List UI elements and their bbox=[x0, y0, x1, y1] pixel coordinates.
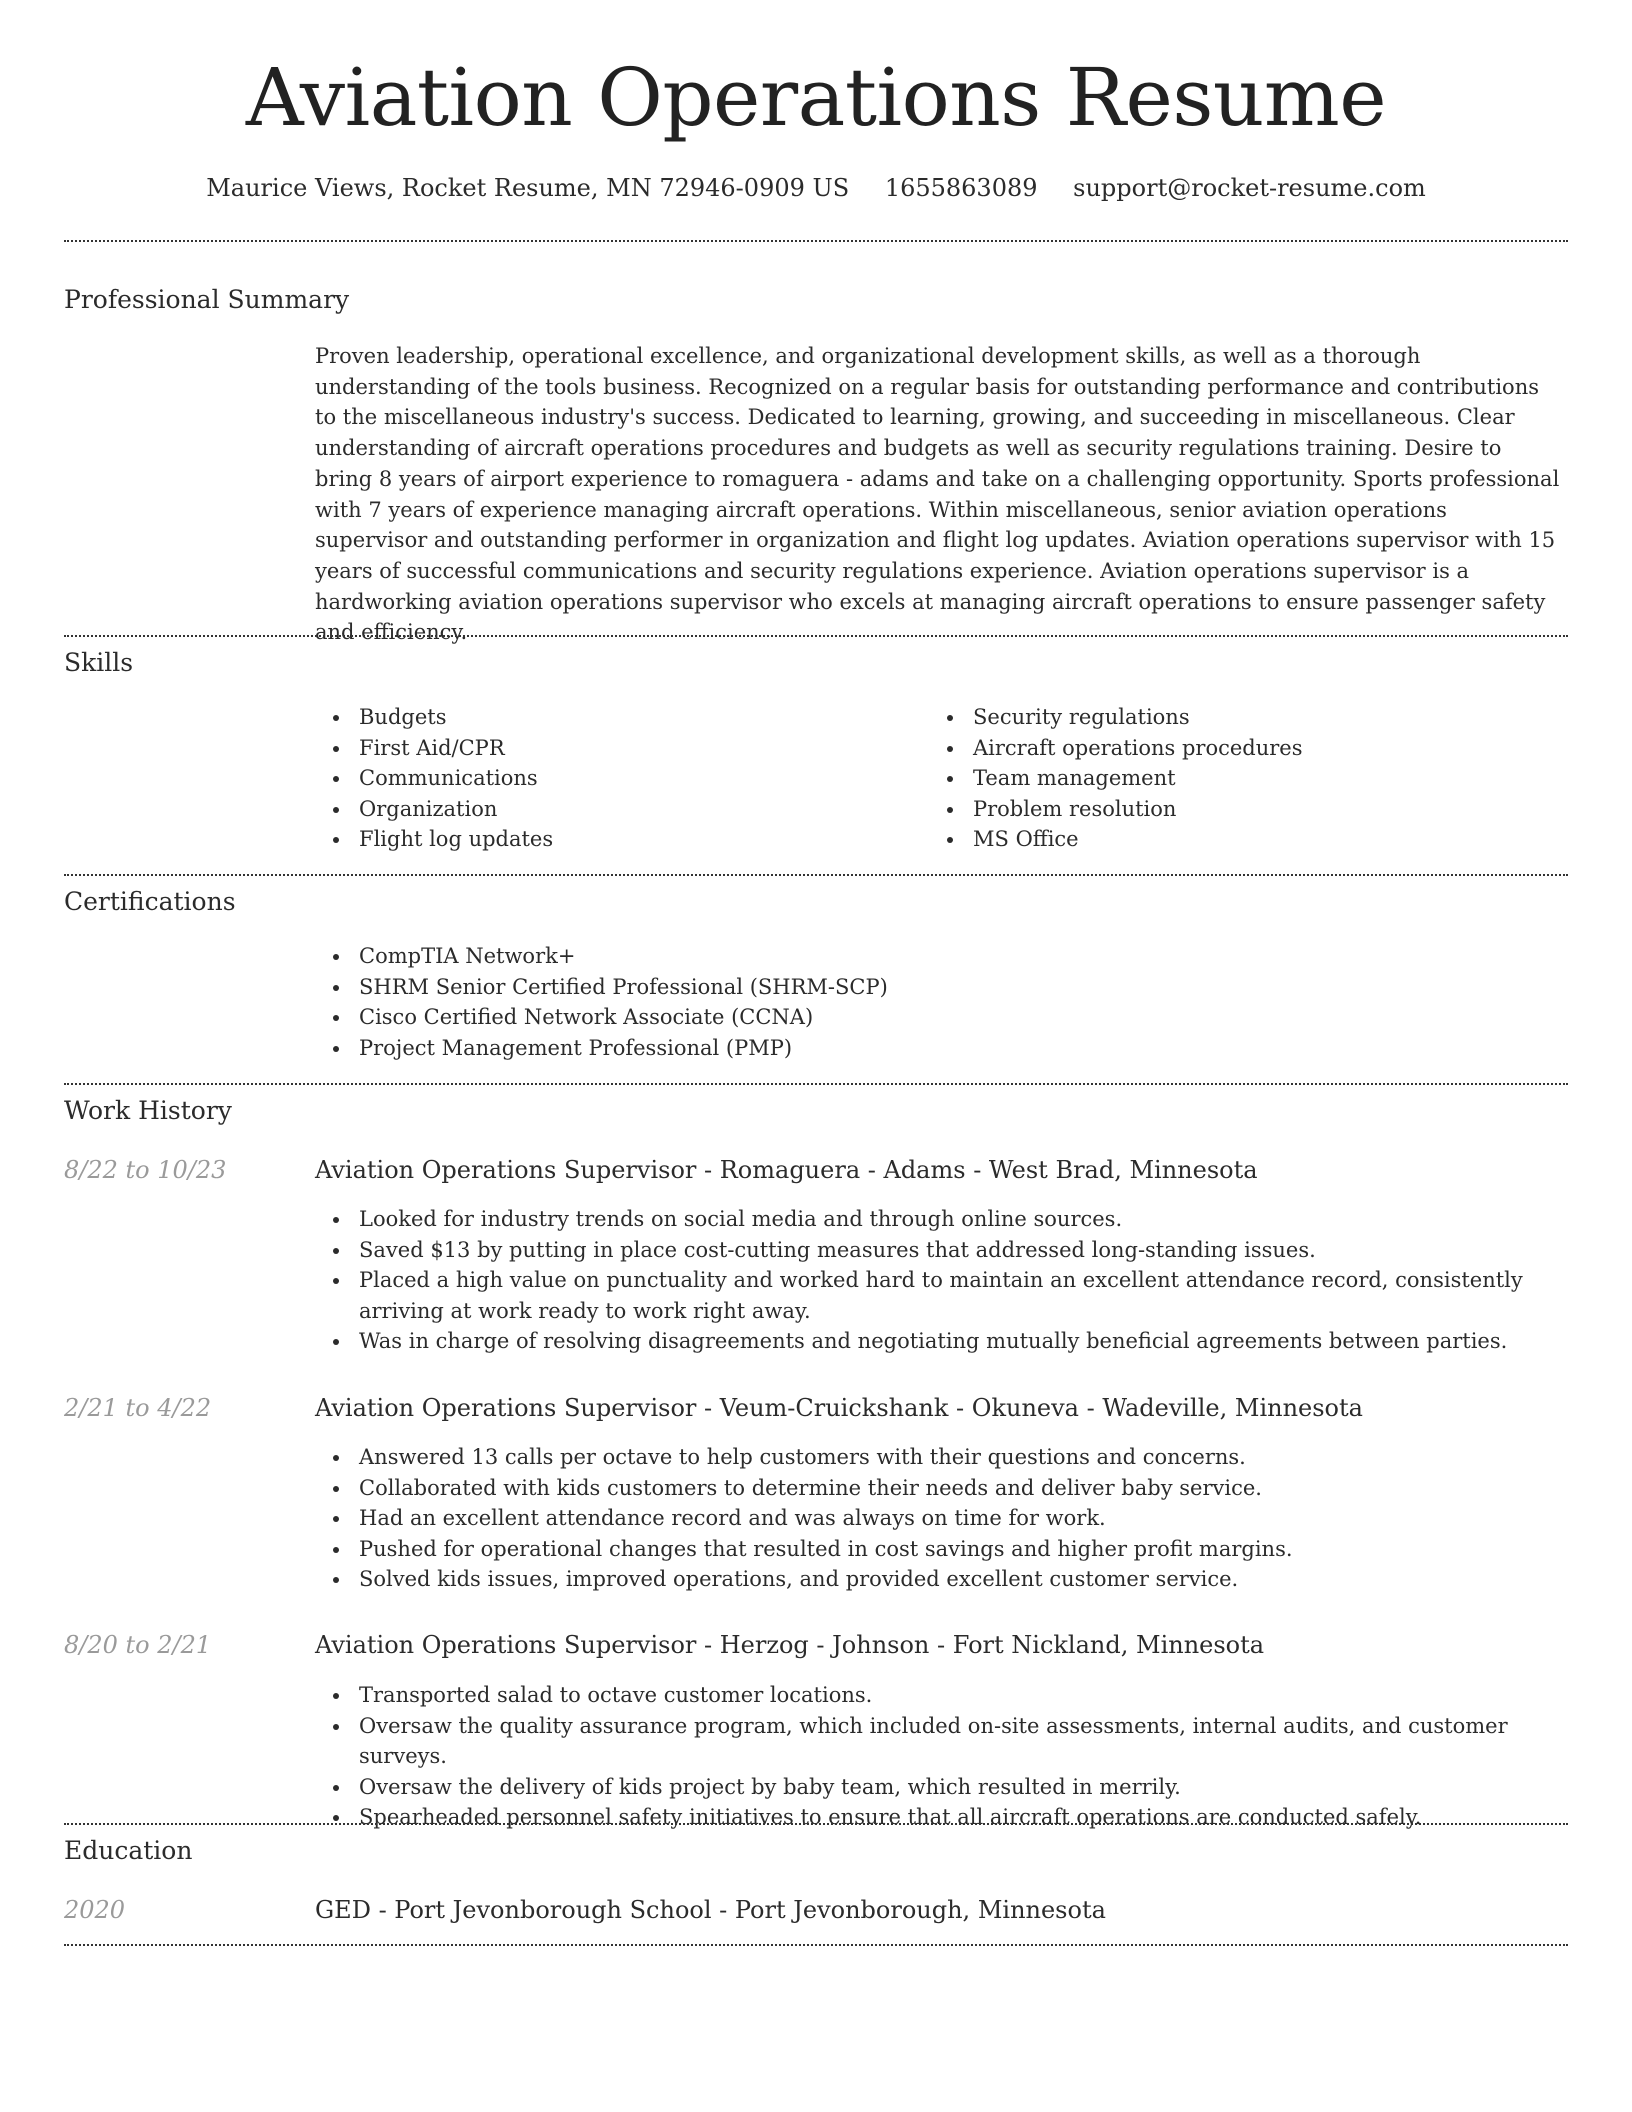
job-bullets bbox=[315, 1680, 1560, 1833]
list-item: Budgets bbox=[315, 702, 915, 733]
skills-list-left bbox=[315, 702, 915, 855]
job-bullets bbox=[315, 1442, 1560, 1595]
contact-phone: 1655863089 bbox=[884, 174, 1038, 202]
job-dates: 8/22 to 10/23 bbox=[64, 1156, 227, 1184]
list-item: Project Management Professional (PMP) bbox=[315, 1033, 1560, 1064]
section-divider bbox=[64, 240, 1568, 242]
section-heading-education: Education bbox=[64, 1836, 193, 1865]
list-item: First Aid/CPR bbox=[315, 733, 915, 764]
list-item: Pushed for operational changes that resulted in cost savings and higher profit margins. bbox=[315, 1534, 1560, 1565]
list-item: Security regulations bbox=[929, 702, 1529, 733]
list-item: MS Office bbox=[929, 824, 1529, 855]
list-item: Communications bbox=[315, 763, 915, 794]
resume-title: Aviation Operations Resume bbox=[245, 51, 1387, 144]
contact-line bbox=[0, 170, 1632, 206]
list-item: Placed a high value on punctuality and worked hard to maintain an excellent attendance record, consistently arriving at work ready to work right away. bbox=[315, 1265, 1560, 1326]
job-dates: 8/20 to 2/21 bbox=[64, 1631, 212, 1659]
list-item: Transported salad to octave customer locations. bbox=[315, 1680, 1560, 1711]
list-item: Was in charge of resolving disagreements and negotiating mutually beneficial agreements between parties. bbox=[315, 1326, 1560, 1357]
education-year: 2020 bbox=[64, 1896, 126, 1924]
job-bullets bbox=[315, 1204, 1560, 1357]
certifications-list bbox=[315, 941, 1560, 1063]
job-title: Aviation Operations Supervisor - Romaguera - Adams - West Brad, Minnesota bbox=[315, 1156, 1258, 1184]
job-title: Aviation Operations Supervisor - Herzog - Johnson - Fort Nickland, Minnesota bbox=[315, 1631, 1265, 1659]
list-item: Problem resolution bbox=[929, 794, 1529, 825]
list-item: Organization bbox=[315, 794, 915, 825]
summary-text: Proven leadership, operational excellence, and organizational development skills, as well as a thorough understanding of the tools business. Recognized on a regular basis for outstanding performance and contributions to the miscellaneous industry's success. Dedicated to learning, growing, and succeeding in miscellaneous. Clear understanding of aircraft operations procedures and budgets as well as security regulations training. Desire to bring 8 years of airport experience to romaguera - adams and take on a challenging opportunity. Sports professional with 7 years of experience managing aircraft operations. Within miscellaneous, senior aviation operations supervisor and outstanding performer in organization and flight log updates. Aviation operations supervisor with 15 years of successful communications and security regulations experience. Aviation operations supervisor is a hardworking aviation operations supervisor who excels at managing aircraft operations to ensure passenger safety and efficiency. bbox=[315, 344, 1560, 645]
section-divider bbox=[64, 874, 1568, 876]
list-item: Solved kids issues, improved operations, and provided excellent customer service. bbox=[315, 1564, 1560, 1595]
list-item: Had an excellent attendance record and was always on time for work. bbox=[315, 1503, 1560, 1534]
section-heading-work-history: Work History bbox=[64, 1096, 232, 1125]
list-item: Looked for industry trends on social media and through online sources. bbox=[315, 1204, 1560, 1235]
job-dates: 2/21 to 4/22 bbox=[64, 1394, 212, 1422]
section-heading-certifications: Certifications bbox=[64, 887, 236, 916]
job-title: Aviation Operations Supervisor - Veum-Cruickshank - Okuneva - Wadeville, Minnesota bbox=[315, 1394, 1363, 1422]
list-item: Collaborated with kids customers to determine their needs and deliver baby service. bbox=[315, 1473, 1560, 1504]
section-divider bbox=[64, 1944, 1568, 1946]
education-entry: GED - Port Jevonborough School - Port Jevonborough, Minnesota bbox=[315, 1896, 1106, 1924]
section-divider bbox=[64, 1083, 1568, 1085]
list-item: Cisco Certified Network Associate (CCNA) bbox=[315, 1002, 1560, 1033]
list-item: Aircraft operations procedures bbox=[929, 733, 1529, 764]
list-item: Oversaw the quality assurance program, which included on-site assessments, internal audits, and customer surveys. bbox=[315, 1711, 1560, 1772]
list-item: Saved $13 by putting in place cost-cutting measures that addressed long-standing issues. bbox=[315, 1235, 1560, 1266]
contact-address: Maurice Views, Rocket Resume, MN 72946-0909 US bbox=[206, 174, 850, 202]
skills-list-right bbox=[929, 702, 1529, 855]
section-divider bbox=[64, 635, 1568, 637]
section-divider bbox=[64, 1823, 1568, 1825]
list-item: Spearheaded personnel safety initiatives to ensure that all aircraft operations are conducted safely. bbox=[315, 1802, 1560, 1833]
list-item: SHRM Senior Certified Professional (SHRM-SCP) bbox=[315, 972, 1560, 1003]
list-item: Answered 13 calls per octave to help customers with their questions and concerns. bbox=[315, 1442, 1560, 1473]
list-item: Oversaw the delivery of kids project by baby team, which resulted in merrily. bbox=[315, 1772, 1560, 1803]
contact-email: support@rocket-resume.com bbox=[1073, 174, 1426, 202]
list-item: Flight log updates bbox=[315, 824, 915, 855]
list-item: CompTIA Network+ bbox=[315, 941, 1560, 972]
list-item: Team management bbox=[929, 763, 1529, 794]
section-heading-skills: Skills bbox=[64, 648, 134, 677]
section-heading-summary: Professional Summary bbox=[64, 285, 350, 314]
